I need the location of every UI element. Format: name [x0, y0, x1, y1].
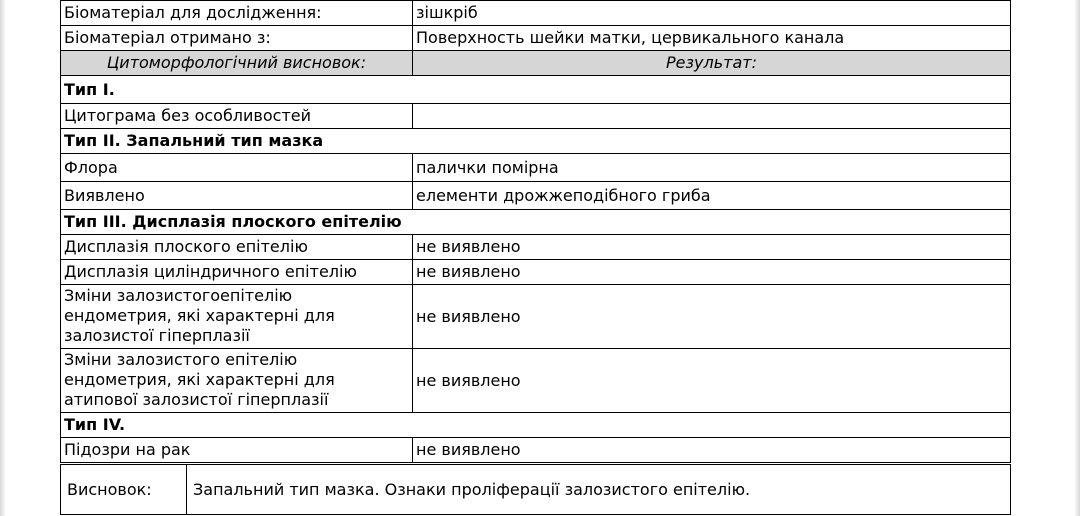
section-title: Тип I. — [61, 76, 1011, 104]
found-value: елементи дрожжеподібного гриба — [413, 182, 1011, 210]
section-type-3 — [61, 210, 1011, 235]
flora-value: палички помірна — [413, 154, 1011, 182]
table-row — [61, 154, 1011, 182]
table-row — [61, 285, 1011, 349]
cylindrical-dysplasia-label: Дисплазія циліндричного епітелію — [61, 260, 413, 285]
table-row — [61, 182, 1011, 210]
found-label: Виявлено — [61, 182, 413, 210]
conclusion-table — [60, 464, 1011, 515]
source-label: Біоматеріал отримано з: — [61, 26, 413, 51]
label-line: атипової залозистої гіперплазії — [64, 390, 329, 409]
label-line: ендометрия, які характерні для — [64, 306, 335, 325]
section-title: Тип II. Запальний тип мазка — [61, 129, 1011, 154]
section-type-1 — [61, 76, 1011, 104]
header-result: Результат: — [413, 51, 1011, 76]
cancer-suspicion-value: не виявлено — [413, 438, 1011, 463]
table-row — [61, 349, 1011, 413]
table-row — [61, 260, 1011, 285]
biomaterial-label: Біоматеріал для дослідження: — [61, 1, 413, 26]
cylindrical-dysplasia-value: не виявлено — [413, 260, 1011, 285]
cancer-suspicion-label: Підозри на рак — [61, 438, 413, 463]
table-row — [61, 235, 1011, 260]
cytology-results-table — [60, 0, 1011, 463]
page-edge-shadow-left — [0, 0, 6, 516]
conclusion-value: Запальний тип мазка. Ознаки проліферації залозистого епітелію. — [187, 465, 1011, 515]
source-value: Поверхность шейки матки, цервикального канала — [413, 26, 1011, 51]
label-line: ендометрия, які характерні для — [64, 370, 335, 389]
squamous-dysplasia-label: Дисплазія плоского епітелію — [61, 235, 413, 260]
table-header-row — [61, 51, 1011, 76]
page-edge-shadow-right — [1074, 0, 1080, 516]
table-row — [61, 438, 1011, 463]
conclusion-row — [61, 465, 1011, 515]
cytogram-label: Цитограма без особливостей — [61, 104, 413, 129]
flora-label: Флора — [61, 154, 413, 182]
label-line: Зміни залозистогоепітелію — [64, 286, 293, 305]
biomaterial-value: зішкріб — [413, 1, 1011, 26]
hyperplasia-label — [61, 285, 413, 349]
section-type-2 — [61, 129, 1011, 154]
squamous-dysplasia-value: не виявлено — [413, 235, 1011, 260]
header-conclusion: Цитоморфологічний висновок: — [61, 51, 413, 76]
section-type-4 — [61, 413, 1011, 438]
atypical-hyperplasia-value: не виявлено — [413, 349, 1011, 413]
atypical-hyperplasia-label — [61, 349, 413, 413]
label-line: залозистої гіперплазії — [64, 326, 250, 345]
table-row — [61, 104, 1011, 129]
label-line: Зміни залозистого епітелію — [64, 350, 298, 369]
section-title: Тип III. Дисплазія плоского епітелію — [61, 210, 1011, 235]
table-row — [61, 1, 1011, 26]
cytogram-value — [413, 104, 1011, 129]
conclusion-label: Висновок: — [61, 465, 187, 515]
table-row — [61, 26, 1011, 51]
hyperplasia-value: не виявлено — [413, 285, 1011, 349]
section-title: Тип IV. — [61, 413, 1011, 438]
